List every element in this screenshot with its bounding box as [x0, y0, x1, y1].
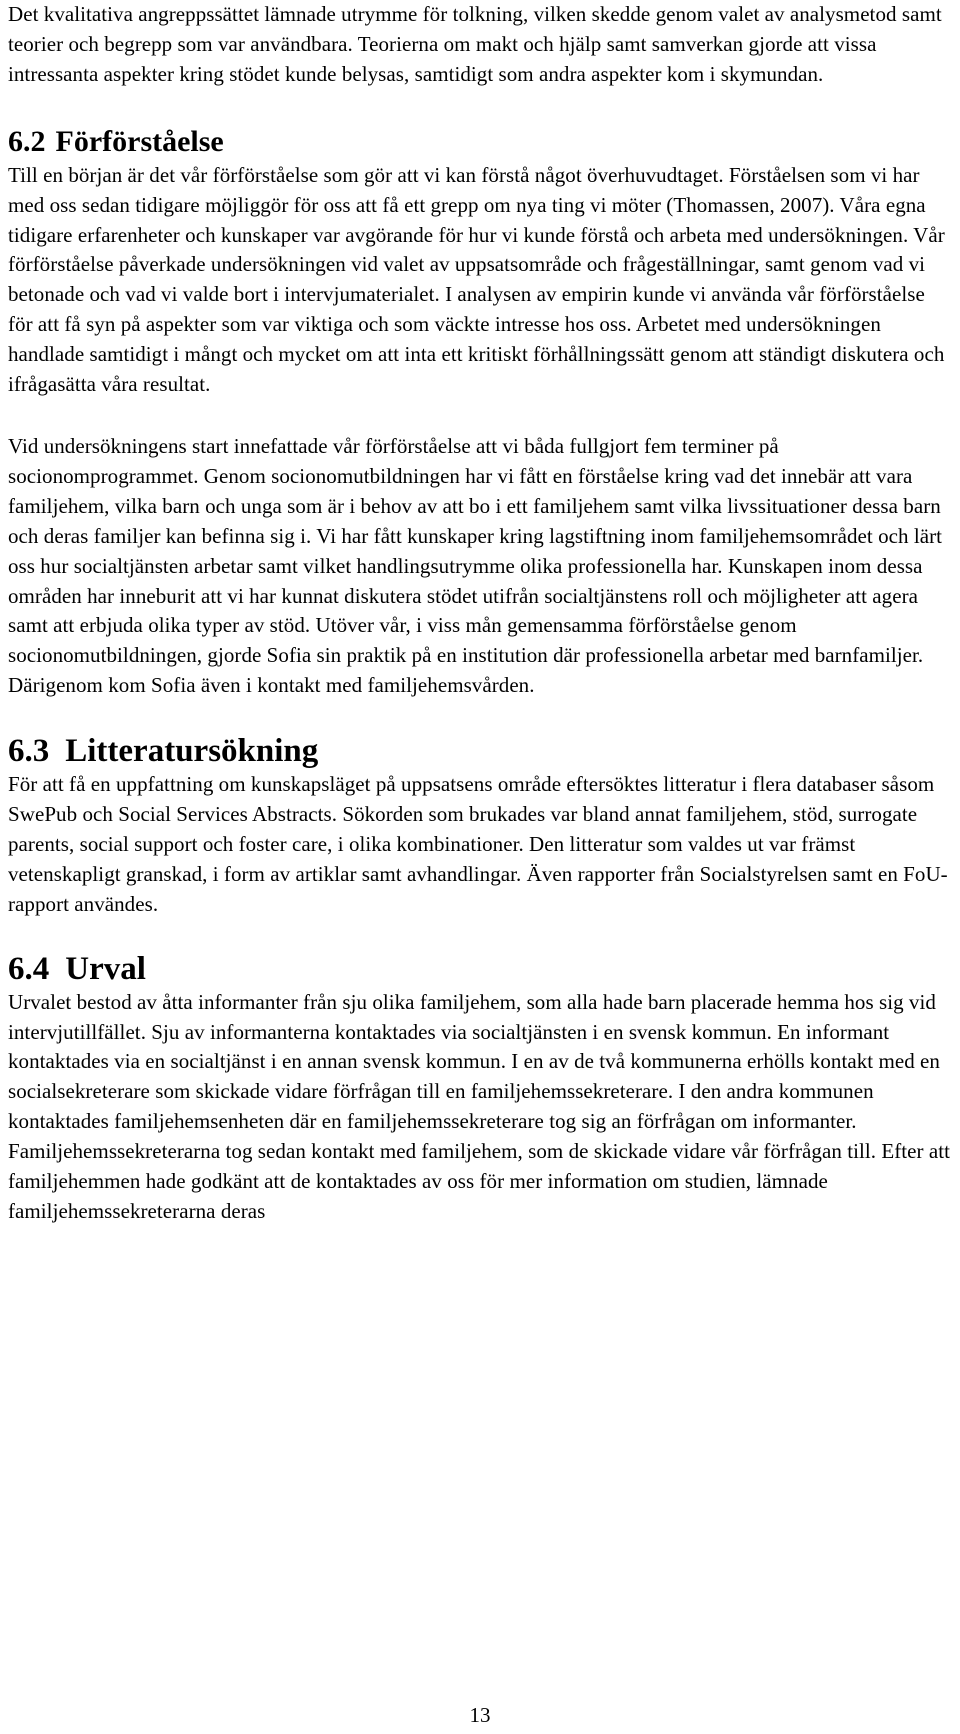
section-heading-6-4 [8, 950, 952, 988]
section-title: Litteratursökning [65, 733, 319, 770]
section-number: 6.2 [8, 124, 46, 158]
body-paragraph: Vid undersökningens start innefattade vår förförståelse att vi båda fullgjort fem terminer på socionomprogrammet. Genom socionomutbildningen har vi fått en förståelse kring vad det innebär att vara familjehem, vilka barn och unga som är i behov av att bo i ett familjehem samt vilka livssituationer dessa barn och deras familjer kan befinna sig i. Vi har fått kunskaper kring lagstiftning inom familjehemsområdet och lärt oss hur socialtjänsten arbetar samt vilket handlingsutrymme olika professionella har. Kunskapen inom dessa områden har inneburit att vi har kunnat diskutera stödet utifrån socialtjänstens roll och möjligheter att agera samt att erbjuda olika typer av stöd. Utöver vår, i viss mån gemensamma förförståelse genom socionomutbildningen, gjorde Sofia sin praktik på en institution där professionella arbetar med barnfamiljer. Därigenom kom Sofia även i kontakt med familjehemsvården. [8, 433, 943, 698]
page-number: 13 [469, 1703, 491, 1727]
body-paragraph: För att få en uppfattning om kunskapsläget på uppsatsens område eftersöktes litteratur i flera databaser såsom SwePub och Social Services Abstracts. Sökorden som brukades var bland annat familjehem, stöd, surrogate parents, social support och foster care, i olika kombinationer. Den litteratur som valdes ut var främst vetenskapligt granskad, i form av artiklar samt avhandlingar. Även rapporter från Socialstyrelsen samt en FoU-rapport användes. [8, 772, 948, 916]
body-paragraph: Urvalet bestod av åtta informanter från sju olika familjehem, som alla hade barn placerade hemma hos sig vid intervjutillfället. Sju av informanterna kontaktades via socialtjänsten i en svensk kommun. En informant kontaktades via en socialtjänst i en annan svensk kommun. I en av de två kommunerna erhölls kontakt med en socialsekreterare som skickade vidare förfrågan till en familjehemssekreterare. I den andra kommunen kontaktades familjehemsenheten där en familjehemssekreterare tog sig an förfrågan om informanter. Familjehemssekreterarna tog sedan kontakt med familjehem, som de skickade vidare vår förfrågan till. Efter att familjehemmen hade godkänt att de kontaktades av oss för mer information om studien, lämnade familjehemssekreterarna deras [8, 989, 950, 1223]
section-title: Urval [65, 950, 146, 987]
document-page [8, 0, 952, 1227]
intro-paragraph: Det kvalitativa angreppssättet lämnade utrymme för tolkning, vilken skedde genom valet av analysmetod samt teorier och begrepp som var användbara. Teorierna om makt och hjälp samt samverkan gjorde att vissa intressanta aspekter kring stödet kunde belysas, samtidigt som andra aspekter kom i skymundan. [8, 2, 942, 86]
section-number: 6.3 [8, 733, 50, 770]
section-heading-6-3 [8, 732, 952, 770]
section-number: 6.4 [8, 950, 50, 987]
section-heading-6-2 [8, 123, 952, 161]
section-title: Förförståelse [55, 124, 224, 158]
body-paragraph: Till en början är det vår förförståelse som gör att vi kan förstå något överhuvudtaget. Förståelsen som vi har med oss sedan tidigare möjliggör för oss att få ett grepp om nya ting vi möter (Thomassen, 2007). Våra egna tidigare erfarenheter och kunskaper var avgörande för hur vi kunde förstå och arbeta med undersökningen. Vår förförståelse påverkade undersökningen vid valet av uppsatsområde och frågeställningar, samt genom vad vi betonade och vad vi valde bort i intervjumaterialet. I analysen av empirin kunde vi använda vår förförståelse för att få syn på aspekter som var viktiga och som väckte intresse hos oss. Arbetet med undersökningen handlade samtidigt i mångt och mycket om att inta ett kritiskt förhållningssätt genom att ständigt diskutera och ifrågasätta våra resultat. [8, 162, 945, 397]
